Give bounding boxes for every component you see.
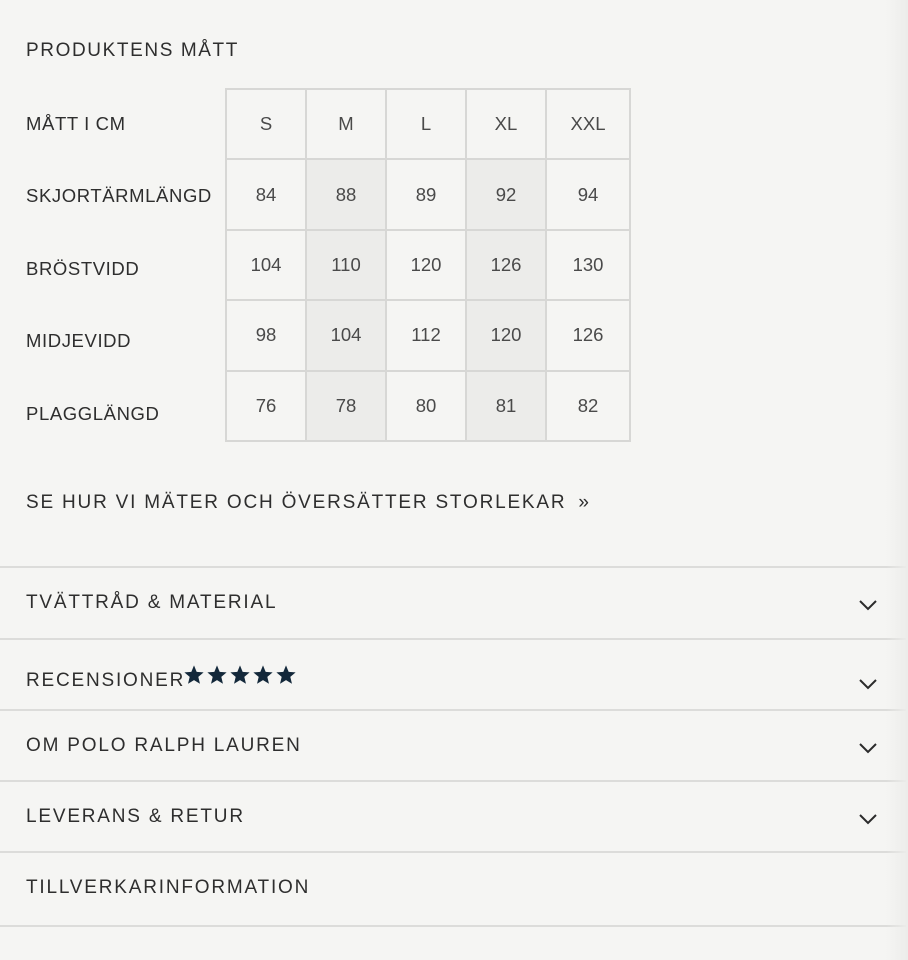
row-label-waist-width: MIDJEVIDD <box>26 330 132 352</box>
star-icon <box>206 664 228 686</box>
table-cell: 78 <box>306 371 386 441</box>
table-cell: 110 <box>306 230 386 300</box>
star-icon <box>183 664 205 686</box>
table-cell: 84 <box>226 159 306 229</box>
chevron-down-icon <box>858 741 878 755</box>
table-cell: 80 <box>386 371 466 441</box>
table-cell: 104 <box>306 300 386 370</box>
size-header-cell: L <box>386 89 466 159</box>
size-table <box>225 88 631 442</box>
table-cell: 82 <box>546 371 630 441</box>
star-icon <box>229 664 251 686</box>
size-header-cell: XL <box>466 89 546 159</box>
accordion-delivery-returns[interactable] <box>0 780 906 852</box>
table-cell: 98 <box>226 300 306 370</box>
size-header-cell: M <box>306 89 386 159</box>
table-cell: 126 <box>466 230 546 300</box>
size-guide-title: PRODUKTENS MÅTT <box>26 40 239 61</box>
accordion-reviews[interactable] <box>0 638 906 710</box>
size-table-header-label: MÅTT I CM <box>26 113 126 134</box>
table-cell: 120 <box>386 230 466 300</box>
table-cell: 120 <box>466 300 546 370</box>
table-row <box>226 230 630 300</box>
table-cell: 92 <box>466 159 546 229</box>
table-cell: 104 <box>226 230 306 300</box>
rating-stars <box>183 664 297 688</box>
size-conversion-link[interactable] <box>26 492 589 514</box>
chevron-down-icon <box>858 677 878 691</box>
chevron-down-icon <box>858 812 878 826</box>
table-cell: 126 <box>546 300 630 370</box>
table-cell: 76 <box>226 371 306 441</box>
double-chevron-right-icon: » <box>578 492 589 513</box>
star-icon <box>275 664 297 686</box>
table-cell: 112 <box>386 300 466 370</box>
accordion-about-brand[interactable] <box>0 709 906 781</box>
accordion-manufacturer-info[interactable] <box>0 851 906 927</box>
table-cell: 88 <box>306 159 386 229</box>
table-cell: 130 <box>546 230 630 300</box>
row-label-chest-width: BRÖSTVIDD <box>26 257 140 279</box>
accordion-label: TVÄTTRÅD & MATERIAL <box>26 592 278 613</box>
accordion-label: LEVERANS & RETUR <box>26 806 245 827</box>
table-row <box>226 371 630 441</box>
star-icon <box>252 664 274 686</box>
chevron-down-icon <box>858 598 878 612</box>
table-row <box>226 300 630 370</box>
accordion-label: RECENSIONER <box>26 670 186 691</box>
table-cell: 89 <box>386 159 466 229</box>
accordion-label: TILLVERKARINFORMATION <box>26 877 311 898</box>
size-header-row <box>226 89 630 159</box>
size-conversion-link-label: SE HUR VI MÄTER OCH ÖVERSÄTTER STORLEKAR <box>26 492 567 513</box>
row-label-sleeve-length: SKJORTÄRMLÄNGD <box>26 185 212 207</box>
accordion-care-material[interactable] <box>0 566 906 638</box>
table-row <box>226 159 630 229</box>
table-cell: 94 <box>546 159 630 229</box>
accordion-label: OM POLO RALPH LAUREN <box>26 735 302 756</box>
size-header-cell: S <box>226 89 306 159</box>
size-table-row-labels <box>26 88 226 450</box>
table-cell: 81 <box>466 371 546 441</box>
row-label-garment-length: PLAGGLÄNGD <box>26 402 160 424</box>
size-header-cell: XXL <box>546 89 630 159</box>
